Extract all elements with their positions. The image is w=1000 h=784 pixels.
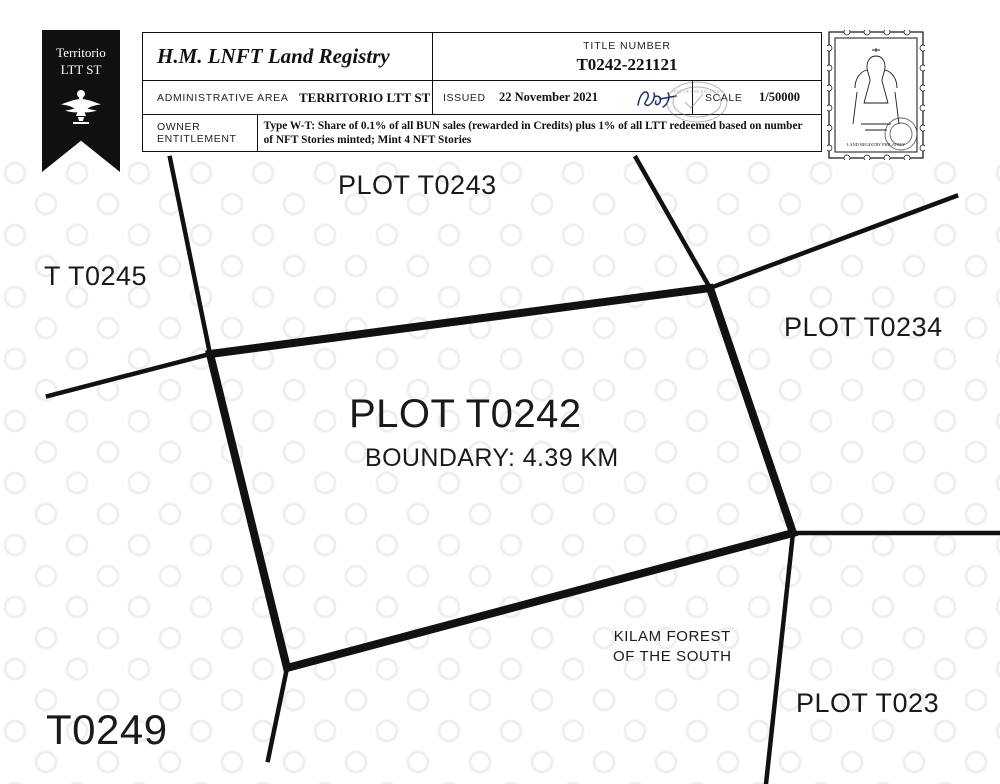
handwritten-signature-icon xyxy=(630,85,686,111)
title-number-value: T0242-221121 xyxy=(576,55,678,74)
crest-territory-line1: Territorio xyxy=(56,45,106,60)
owner-entitlement-value: Type W-T: Share of 0.1% of all BUN sales (rewarded in Credits) plus 1% of all LTT redeemed based on number of NFT Stories minted; Mint 4 NFT Stories xyxy=(263,120,803,146)
neighbour-label-t0249: T0249 xyxy=(46,706,168,753)
neighbour-label-t0245: T T0245 xyxy=(44,261,148,291)
registry-crest xyxy=(42,30,120,172)
scale-label: SCALE xyxy=(705,91,743,104)
administrative-area-value: TERRITORIO LTT ST xyxy=(293,81,433,114)
plot-title-label: PLOT T0242 xyxy=(349,392,582,436)
signature-mark xyxy=(623,81,693,114)
forest-label xyxy=(613,627,732,667)
owner-entitlement-label: OWNER ENTITLEMENT xyxy=(143,115,258,151)
eagle-crest-icon xyxy=(59,86,103,126)
seal-caption: SEAL OF THE REGISTRY xyxy=(671,89,723,94)
cartouche-row-owner xyxy=(143,115,821,151)
neighbour-label-t0234: PLOT T0234 xyxy=(784,312,943,342)
title-plan-header xyxy=(32,28,940,152)
issued-value: 22 November 2021 xyxy=(499,90,599,104)
plot-boundary-t0242 xyxy=(210,288,793,668)
title-cartouche xyxy=(142,32,822,152)
issued-label: ISSUED xyxy=(443,91,486,104)
cartouche-row-admin xyxy=(143,81,821,115)
cartouche-row-title xyxy=(143,33,821,81)
title-number-label: TITLE NUMBER xyxy=(583,40,671,52)
crest-territory-line2: LTT ST xyxy=(60,62,102,77)
scale-value: 1/50000 xyxy=(759,90,800,104)
neighbour-label-t023: PLOT T023 xyxy=(796,688,940,718)
administrative-area-label: ADMINISTRATIVE AREA xyxy=(157,91,289,104)
stamp-caption: LAND REGISTRY PHILATELY xyxy=(846,142,906,147)
owner-entitlement-cell xyxy=(258,115,821,151)
crest-flag-text xyxy=(42,44,120,78)
plot-boundary-label: BOUNDARY: 4.39 KM xyxy=(365,444,619,472)
neighbour-label-t0243: PLOT T0243 xyxy=(338,170,497,200)
forest-label-line2: OF THE SOUTH xyxy=(613,648,732,665)
title-number-block xyxy=(433,33,821,80)
postage-stamp xyxy=(827,30,925,160)
registry-name: H.M. LNFT Land Registry xyxy=(143,33,433,80)
forest-label-line1: KILAM FOREST xyxy=(613,628,731,645)
